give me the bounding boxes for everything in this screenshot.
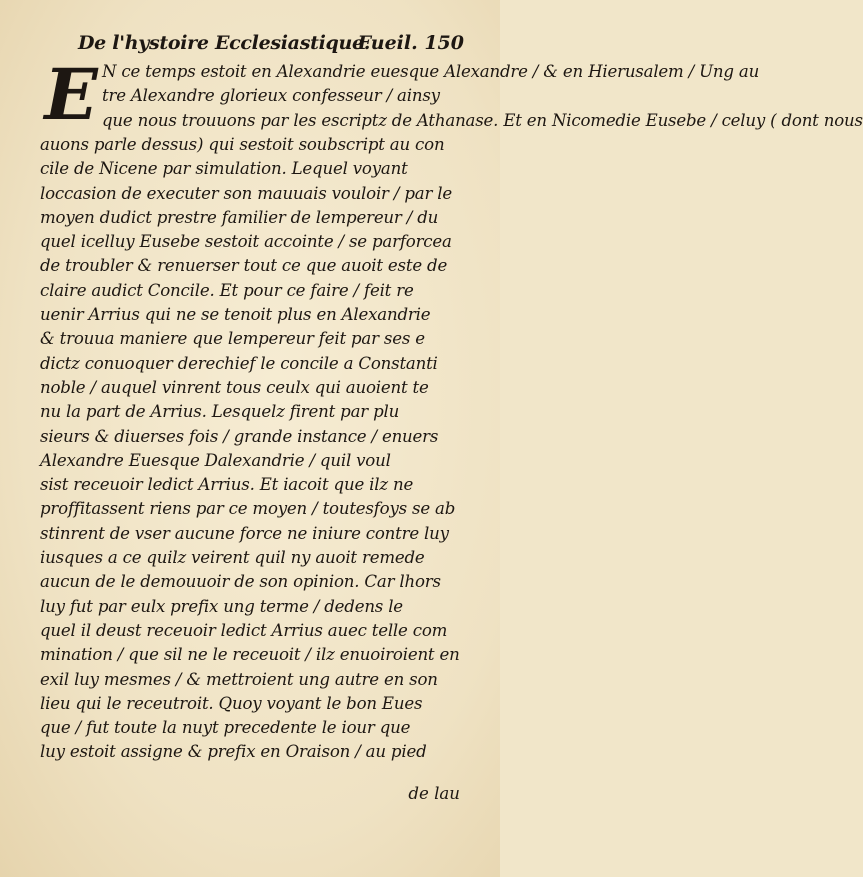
text-line: iusques a ce quilz veirent quil ny auoit remede bbox=[40, 548, 425, 567]
text-line: sieurs & diuerses fois / grande instance / enuers bbox=[40, 426, 439, 446]
text-line: N ce temps estoit en Alexandrie euesque Alexandre / & en Hierusalem / Ung au bbox=[102, 62, 760, 81]
text-block bbox=[40, 53, 863, 800]
text-line: loccasion de executer son mauuais vouloir / par le bbox=[40, 183, 452, 203]
text-line: que nous trouuons par les escriptz de Athanase. Et en Nicomedie Eusebe / celuy ( dont nous bbox=[102, 110, 863, 130]
text-line: proffitassent riens par ce moyen / toutesfoys se ab bbox=[40, 499, 456, 519]
text-line: mination / que sil ne le receuoit / ilz enuoiroient en bbox=[40, 645, 460, 665]
text-line: moyen dudict prestre familier de lempereur / du bbox=[40, 207, 439, 227]
text-line: auons parle dessus) qui sestoit soubscript au con bbox=[40, 134, 445, 154]
catchword: de lau bbox=[408, 784, 460, 803]
text-line: dictz conuoquer derechief le concile a Constanti bbox=[40, 353, 438, 373]
text-line: Alexandre Euesque Dalexandrie / quil voul bbox=[40, 450, 391, 470]
text-line: nu la part de Arrius. Lesquelz firent par plu bbox=[40, 402, 400, 422]
text-line: uenir Arrius qui ne se tenoit plus en Alexandrie bbox=[40, 305, 431, 324]
page-header bbox=[74, 30, 466, 58]
text-line: & trouua maniere que lempereur feit par ses e bbox=[40, 329, 425, 349]
text-line: que / fut toute la nuyt precedente le iour que bbox=[40, 718, 411, 738]
text-line: sist receuoir ledict Arrius. Et iacoit que ilz ne bbox=[40, 475, 414, 495]
text-line: noble / auquel vinrent tous ceulx qui auoient te bbox=[40, 377, 429, 397]
text-line: exil luy mesmes / & mettroient ung autre en son bbox=[40, 669, 438, 689]
drop-cap-initial: E bbox=[44, 53, 98, 136]
text-line: claire audict Concile. Et pour ce faire / feit re bbox=[40, 280, 414, 300]
text-line: quel icelluy Eusebe sestoit accointe / se parforcea bbox=[40, 232, 452, 252]
text-line: stinrent de vser aucune force ne iniure contre luy bbox=[40, 523, 449, 543]
text-line: aucun de le demouuoir de son opinion. Car lhors bbox=[40, 572, 441, 592]
text-line: luy fut par eulx prefix ung terme / dedens le bbox=[40, 596, 403, 616]
running-title: De l'hystoire Ecclesiastique. bbox=[78, 32, 371, 54]
text-line: de troubler & renuerser tout ce que auoit este de bbox=[40, 256, 448, 276]
text-line: luy estoit assigne & prefix en Oraison / au pied bbox=[40, 742, 427, 762]
text-line: quel il deust receuoir ledict Arrius auec telle com bbox=[40, 620, 448, 640]
text-line: tre Alexandre glorieux confesseur / ainsy bbox=[102, 86, 440, 106]
folio-number: Fueil. 150 bbox=[357, 32, 464, 54]
text-line: cile de Nicene par simulation. Lequel voyant bbox=[40, 159, 408, 179]
text-line: lieu qui le receutroit. Quoy voyant le bon Eues bbox=[40, 693, 423, 713]
